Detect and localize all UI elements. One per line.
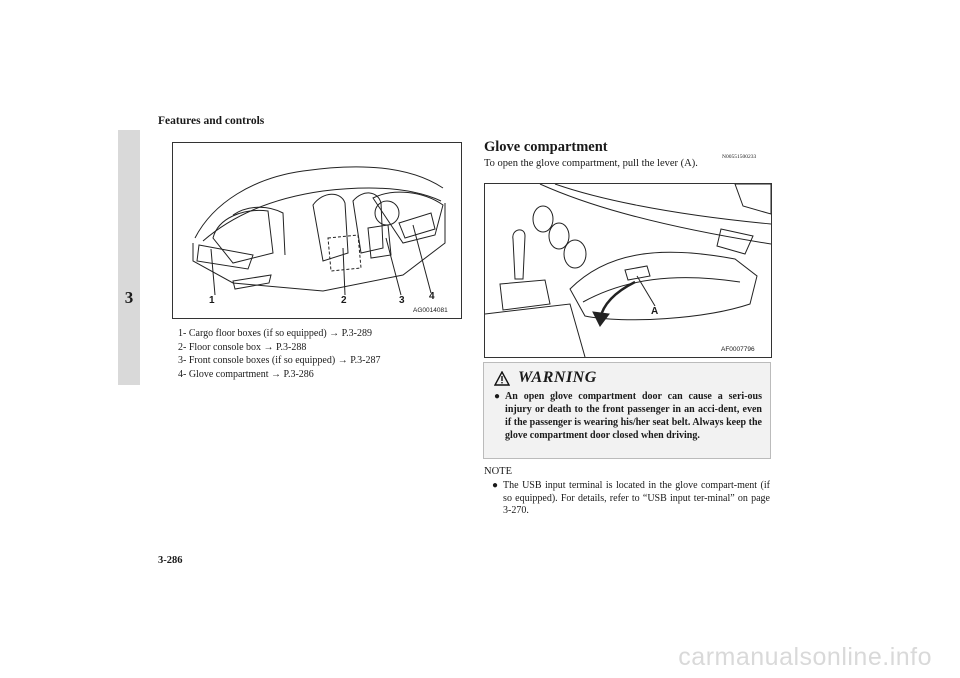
bullet-icon: ● xyxy=(492,480,499,491)
figure-code: AG0014081 xyxy=(413,307,448,314)
interior-figure xyxy=(172,142,462,319)
glove-compartment-illustration xyxy=(485,184,771,357)
page-number: 3-286 xyxy=(158,555,183,566)
note-title: NOTE xyxy=(484,466,512,477)
intro-text: To open the glove compartment, pull the lever (A). xyxy=(484,158,698,169)
callout-a: A xyxy=(651,306,659,317)
legend-item: 4- Glove compartment → P.3-286 xyxy=(178,368,314,380)
callout-1: 1 xyxy=(209,295,215,306)
warning-body xyxy=(494,390,762,442)
callout-3: 3 xyxy=(399,295,405,306)
legend-item: 3- Front console boxes (if so equipped) → P.3-287 xyxy=(178,355,381,366)
glove-figure xyxy=(484,183,772,358)
glove-figure-code: AF0007796 xyxy=(721,346,755,353)
warning-header xyxy=(494,369,597,387)
section-code: N00551500233 xyxy=(722,154,757,160)
warning-triangle-icon xyxy=(494,371,510,386)
chapter-number: 3 xyxy=(124,288,134,307)
note-body xyxy=(492,480,770,518)
note-text: The USB input terminal is located in the glove compart-ment (if so equipped). For details, refer to “USB input ter-minal” on page 3-270. xyxy=(503,480,770,516)
legend-list xyxy=(178,327,380,381)
bullet-icon: ● xyxy=(494,391,501,402)
legend-item: 2- Floor console box → P.3-288 xyxy=(178,341,307,353)
warning-title: WARNING xyxy=(518,369,597,386)
car-interior-illustration xyxy=(173,143,461,318)
running-header: Features and controls xyxy=(158,115,265,127)
warning-text: An open glove compartment door can cause a seri-ous injury or death to the front passenger in an acci-dent, even if the passenger is wearing his/her seat belt. Always keep the glove compartment door closed when driving. xyxy=(505,391,762,441)
legend-item: 1- Cargo floor boxes (if so equipped) → P.3-289 xyxy=(178,328,372,339)
callout-2: 2 xyxy=(341,295,347,306)
watermark: carmanualsonline.info xyxy=(678,643,932,671)
warning-box xyxy=(483,362,771,459)
chapter-tab xyxy=(118,130,140,385)
section-title: Glove compartment xyxy=(484,139,608,155)
callout-4: 4 xyxy=(429,291,435,302)
